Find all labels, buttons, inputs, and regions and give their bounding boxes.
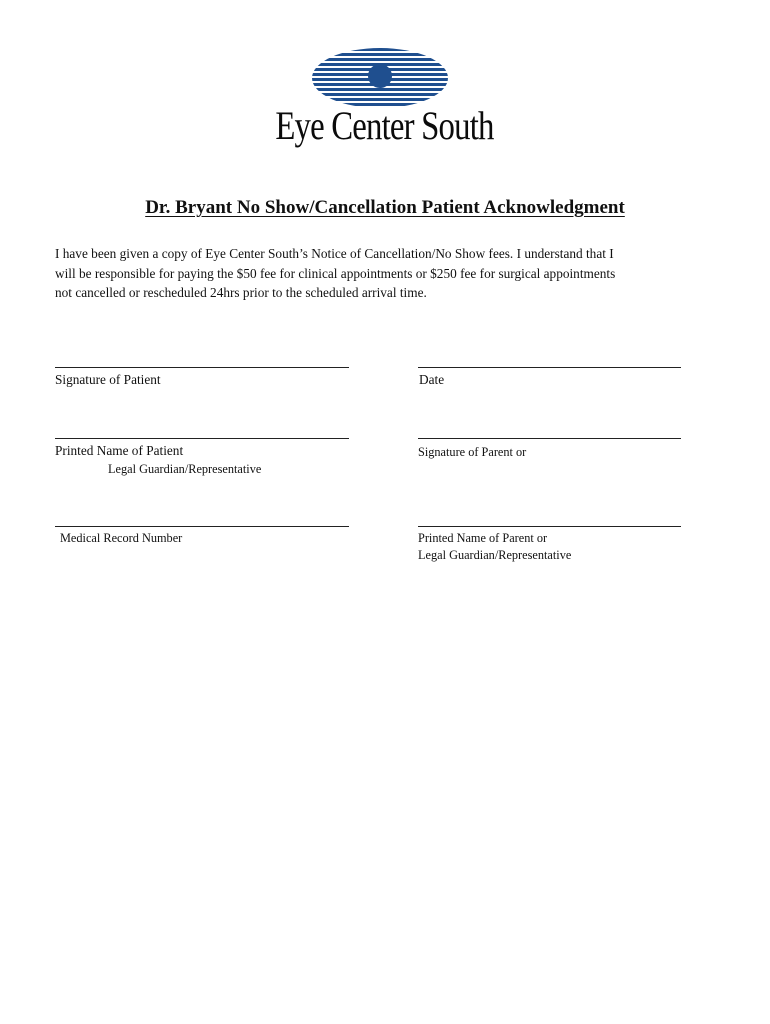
eye-stripe (310, 93, 450, 96)
printed-name-parent-line[interactable] (418, 526, 681, 527)
body-line: not cancelled or rescheduled 24hrs prior to the scheduled arrival time. (55, 285, 427, 300)
medical-record-number-label: Medical Record Number (60, 531, 183, 545)
signature-patient-line[interactable] (55, 367, 349, 368)
medical-record-number-line[interactable] (55, 526, 349, 527)
body-line: I have been given a copy of Eye Center South’s Notice of Cancellation/No Show fees. I understand that I (55, 246, 614, 261)
body-line: will be responsible for paying the $50 fee for clinical appointments or $250 fee for surgical appointments (55, 265, 616, 281)
eye-stripe (310, 53, 450, 56)
brand-name: Eye Center South (275, 103, 494, 148)
date-line[interactable] (418, 367, 681, 368)
eye-stripe (310, 98, 450, 101)
date-label: Date (419, 372, 445, 387)
eye-stripe (310, 88, 450, 91)
printed-name-parent-sublabel: Legal Guardian/Representative (418, 548, 572, 562)
document-title: Dr. Bryant No Show/Cancellation Patient Acknowledgment (145, 197, 625, 218)
signature-patient-label: Signature of Patient (55, 372, 161, 387)
printed-name-patient-sublabel: Legal Guardian/Representative (108, 462, 262, 476)
signature-parent-line[interactable] (418, 438, 681, 439)
printed-name-patient-label: Printed Name of Patient (55, 443, 184, 458)
eye-stripe (310, 48, 450, 51)
signature-parent-label: Signature of Parent or (418, 445, 527, 459)
printed-name-patient-line[interactable] (55, 438, 349, 439)
eye-stripe (310, 58, 450, 61)
printed-name-parent-label: Printed Name of Parent or (418, 531, 548, 545)
acknowledgment-text (55, 244, 705, 303)
eye-icon (310, 46, 450, 108)
